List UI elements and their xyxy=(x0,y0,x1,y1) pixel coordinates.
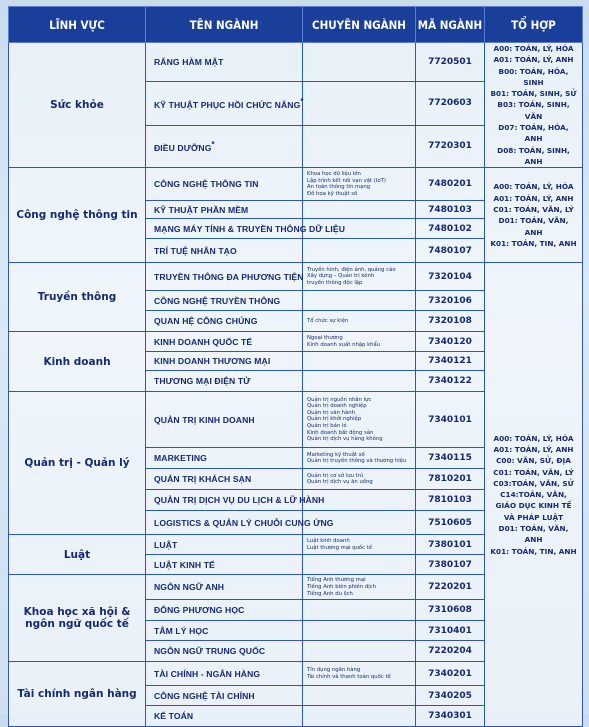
header-subject-combination: TỔ HỢP xyxy=(485,7,583,43)
major-name xyxy=(146,371,303,392)
major-label: QUAN HỆ CÔNG CHÚNG xyxy=(154,316,258,327)
major-code: 7320108 xyxy=(416,311,485,332)
specialization-list xyxy=(303,662,416,686)
major-code: 7220204 xyxy=(416,641,485,662)
major-label: RĂNG HÀM MẶT xyxy=(154,56,224,67)
major-code: 7720603 xyxy=(416,81,485,125)
major-name xyxy=(146,125,303,168)
field-name: Tài chính ngân hàng xyxy=(9,662,146,727)
subject-combination-item: D08: TOÁN, SINH, ANH xyxy=(497,145,570,166)
specialization-list xyxy=(303,43,416,82)
subject-combination-item: C01: TOÁN, VĂN, LÝ xyxy=(493,467,574,477)
major-code: 7480107 xyxy=(416,239,485,263)
major-code: 7340301 xyxy=(416,706,485,727)
subject-combination-item: VÀ PHÁP LUẬT xyxy=(503,512,564,522)
specialization-item: An toàn thông tin mạng xyxy=(307,184,371,191)
table-row xyxy=(9,43,583,82)
subject-combination-item: A00: TOÁN, LÝ, HÓA xyxy=(493,44,574,53)
field-name: Kinh doanh xyxy=(9,332,146,392)
major-label: KỸ THUẬT PHỤC HỒI CHỨC NĂNG xyxy=(154,99,301,110)
table-row xyxy=(9,263,583,291)
specialization-item: Đồ họa kỹ thuật số xyxy=(307,190,358,197)
major-label: LOGISTICS & QUẢN LÝ CHUỖI CUNG ỨNG xyxy=(154,517,334,528)
specialization-list xyxy=(303,311,416,332)
specialization-item: Kinh doanh xuất nhập khẩu xyxy=(307,341,381,348)
specialization-list xyxy=(303,600,416,621)
subject-combination-item: B00: TOÁN, HÓA, SINH xyxy=(498,66,569,87)
specialization-item: Tín dụng ngân hàng xyxy=(307,667,361,674)
specialization-item: Quản trị cơ sở lưu trú xyxy=(307,472,364,479)
subject-combination-item: D01: TOÁN, VĂN, ANH xyxy=(498,524,569,545)
specialization-list xyxy=(303,371,416,392)
specialization-item: Luật thương mại quốc tế xyxy=(307,544,373,551)
subject-combination-list xyxy=(485,168,583,263)
major-code: 7480103 xyxy=(416,201,485,219)
major-name xyxy=(146,600,303,621)
major-label: MẠNG MÁY TÍNH & TRUYỀN THÔNG DỮ LIỆU xyxy=(154,223,346,234)
major-code: 7320106 xyxy=(416,291,485,311)
field-name: Công nghệ thông tin xyxy=(9,168,146,263)
specialization-item: Lập trình kết nối vạn vật (IoT) xyxy=(307,177,386,184)
major-code: 7480201 xyxy=(416,168,485,201)
major-name xyxy=(146,575,303,600)
specialization-item: Quản trị dịch vụ hàng không xyxy=(307,436,383,443)
header-field: LĨNH VỰC xyxy=(9,7,146,43)
subject-combination-item: GIÁO DỤC KINH TẾ xyxy=(495,501,572,511)
major-code: 7380101 xyxy=(416,535,485,555)
specialization-item: Quản trị truyền thông và thương hiệu xyxy=(307,458,407,465)
major-name xyxy=(146,490,325,511)
subject-combination-item: A01: TOÁN, LÝ, ANH xyxy=(493,193,574,203)
field-name: Khoa học xã hội & ngôn ngữ quốc tế xyxy=(9,575,146,662)
specialization-list xyxy=(303,469,416,490)
subject-combination-list xyxy=(485,263,583,727)
major-name xyxy=(146,311,303,332)
major-label: KỸ THUẬT PHẦN MỀM xyxy=(154,204,249,215)
specialization-item: Kinh doanh bất động sản xyxy=(307,429,374,436)
specialization-list xyxy=(303,575,416,600)
specialization-item: Quản trị khởi nghiệp xyxy=(307,416,362,423)
specialization-list xyxy=(303,621,416,641)
major-code: 7510605 xyxy=(416,511,485,535)
specialization-item: Ngoại thương xyxy=(307,335,343,342)
major-name xyxy=(146,81,303,125)
subject-combination-item: D07: TOÁN, HÓA, ANH xyxy=(498,123,569,144)
subject-combination-item: D01: TOÁN, VĂN, ANH xyxy=(498,216,569,237)
major-label: LUẬT xyxy=(154,539,178,550)
major-label: TÀI CHÍNH - NGÂN HÀNG xyxy=(154,668,261,679)
specialization-list xyxy=(303,291,416,311)
specialization-item: Quản trị văn hành xyxy=(307,409,355,416)
major-code: 7810201 xyxy=(416,469,485,490)
specialization-list xyxy=(303,641,416,662)
major-label: CÔNG NGHỆ TRUYỀN THÔNG xyxy=(154,295,281,306)
subject-combination-item: K01: TOÁN, TIN, ANH xyxy=(490,238,577,248)
header-major-code: MÃ NGÀNH xyxy=(416,7,485,43)
specialization-item: Xây dựng – Quản trị kênh xyxy=(307,273,375,280)
specialization-item: Tổ chức sự kiện xyxy=(307,317,349,324)
major-label: QUẢN TRỊ DỊCH VỤ DU LỊCH & LỮ HÀNH xyxy=(154,495,325,506)
subject-combination-item: C03:TOÁN, VĂN, SỬ xyxy=(493,478,574,488)
specialization-list xyxy=(303,201,416,219)
header-major: TÊN NGÀNH xyxy=(146,7,303,43)
major-label: LUẬT KINH TẾ xyxy=(154,559,215,570)
field-name: Luật xyxy=(9,535,146,575)
major-label: KINH DOANH QUỐC TẾ xyxy=(154,336,253,347)
major-code: 7220201 xyxy=(416,575,485,600)
major-name xyxy=(146,641,303,662)
specialization-item: Khoa học dữ liệu lớn xyxy=(307,171,361,178)
major-name xyxy=(146,168,303,201)
major-code: 7340120 xyxy=(416,332,485,352)
major-code: 7340121 xyxy=(416,352,485,371)
specialization-item: Luật kinh doanh xyxy=(307,538,350,545)
specialization-list xyxy=(303,332,416,352)
program-table xyxy=(8,6,583,727)
specialization-list xyxy=(303,168,416,201)
specialization-item: Truyền hình, điện ảnh, quảng cáo xyxy=(307,266,396,273)
major-code: 7480102 xyxy=(416,219,485,239)
major-name xyxy=(146,332,303,352)
specialization-list xyxy=(303,535,416,555)
specialization-list xyxy=(303,555,416,575)
major-name xyxy=(146,263,303,291)
major-label: THƯƠNG MẠI ĐIỆN TỬ xyxy=(154,376,251,387)
major-name xyxy=(146,535,303,555)
major-label: KẾ TOÁN xyxy=(154,711,194,722)
major-name xyxy=(146,469,303,490)
footnote-star: * xyxy=(211,139,215,149)
specialization-item: Quản trị dịch vụ ăn uống xyxy=(307,479,373,486)
major-code: 7380107 xyxy=(416,555,485,575)
specialization-item: Tiếng Anh biên phiên dịch xyxy=(307,583,376,590)
major-code: 7340122 xyxy=(416,371,485,392)
major-label: CÔNG NGHỆ TÀI CHÍNH xyxy=(154,690,255,701)
major-label: CÔNG NGHỆ THÔNG TIN xyxy=(154,179,259,190)
subject-combination-item: B01: TOÁN, SINH, SỬ xyxy=(490,89,577,99)
major-name xyxy=(146,219,346,239)
major-code: 7340101 xyxy=(416,392,485,448)
subject-combination-item: A00: TOÁN, LÝ, HÓA xyxy=(493,433,574,443)
major-name xyxy=(146,352,303,371)
major-name xyxy=(146,448,303,469)
major-label: MARKETING xyxy=(154,453,207,464)
subject-combination-item: A01: TOÁN, LÝ, ANH xyxy=(493,444,574,454)
major-label: TRÍ TUỆ NHÂN TẠO xyxy=(154,245,237,256)
major-code: 7310401 xyxy=(416,621,485,641)
specialization-item: Tiếng Anh thương mại xyxy=(307,577,366,584)
major-code: 7320104 xyxy=(416,263,485,291)
major-name xyxy=(146,706,303,727)
major-name xyxy=(146,239,303,263)
major-name xyxy=(146,686,303,706)
specialization-item: Tài chính và thanh toán quốc tế xyxy=(307,673,391,680)
subject-combination-item: B03: TOÁN, SINH, VĂN xyxy=(497,100,570,121)
major-code: 7340201 xyxy=(416,662,485,686)
major-label: KINH DOANH THƯƠNG MẠI xyxy=(154,356,271,367)
specialization-list xyxy=(303,686,416,706)
table-body xyxy=(9,43,583,727)
specialization-list xyxy=(303,81,416,125)
table-header-row xyxy=(9,7,583,43)
major-label: QUẢN TRỊ KHÁCH SẠN xyxy=(154,474,252,485)
subject-combination-item: K01: TOÁN, TIN, ANH xyxy=(490,546,577,556)
subject-combination-item: C01: TOÁN, VĂN, LÝ xyxy=(493,204,574,214)
major-label: TÂM LÝ HỌC xyxy=(154,625,209,636)
subject-combination-list xyxy=(485,43,583,168)
major-code: 7340115 xyxy=(416,448,485,469)
major-name xyxy=(146,392,303,448)
field-name: Truyền thông xyxy=(9,263,146,332)
subject-combination-item: C14:TOÁN, VĂN, xyxy=(500,490,567,500)
specialization-item: truyền thông độc lập xyxy=(307,280,363,287)
major-code: 7810103 xyxy=(416,490,485,511)
major-label: TRUYỀN THÔNG ĐA PHƯƠNG TIỆN xyxy=(154,271,304,282)
major-name xyxy=(146,291,303,311)
specialization-list xyxy=(303,352,416,371)
subject-combination-item: C00: VĂN, SỬ, ĐỊA xyxy=(496,456,571,466)
table-row xyxy=(9,168,583,201)
specialization-item: Tiếng Anh du lịch xyxy=(307,590,353,597)
major-name xyxy=(146,662,303,686)
specialization-item: Quản trị bán lẻ xyxy=(307,423,347,430)
subject-combination-item: A00: TOÁN, LÝ, HÓA xyxy=(493,182,574,192)
header-specialization: CHUYÊN NGÀNH xyxy=(303,7,416,43)
specialization-list xyxy=(303,392,416,448)
major-label: ĐÔNG PHƯƠNG HỌC xyxy=(154,605,245,616)
program-table-container xyxy=(8,6,582,722)
major-code: 7340205 xyxy=(416,686,485,706)
major-label: NGÔN NGỮ TRUNG QUỐC xyxy=(154,646,266,657)
major-name xyxy=(146,621,303,641)
major-name xyxy=(146,555,303,575)
specialization-item: Quản trị doanh nghiệp xyxy=(307,403,367,410)
major-code: 7720301 xyxy=(416,125,485,168)
subject-combination-item: A01: TOÁN, LÝ, ANH xyxy=(493,55,574,65)
specialization-list xyxy=(303,125,416,168)
specialization-item: Quản trị nguồn nhân lực xyxy=(307,396,372,403)
field-name: Sức khỏe xyxy=(9,43,146,168)
specialization-list xyxy=(303,263,416,291)
major-name xyxy=(146,511,334,535)
footnote-star: * xyxy=(300,96,304,106)
major-name xyxy=(146,43,303,82)
field-name: Quản trị - Quản lý xyxy=(9,392,146,535)
major-label: NGÔN NGỮ ANH xyxy=(154,582,225,593)
specialization-list xyxy=(303,239,416,263)
major-code: 7720501 xyxy=(416,43,485,82)
specialization-list xyxy=(303,448,416,469)
major-label: ĐIỀU DƯỠNG xyxy=(154,142,212,153)
major-code: 7310608 xyxy=(416,600,485,621)
specialization-list xyxy=(303,706,416,727)
major-name xyxy=(146,201,303,219)
major-label: QUẢN TRỊ KINH DOANH xyxy=(154,414,255,425)
specialization-item: Marketing kỹ thuật số xyxy=(307,451,365,458)
